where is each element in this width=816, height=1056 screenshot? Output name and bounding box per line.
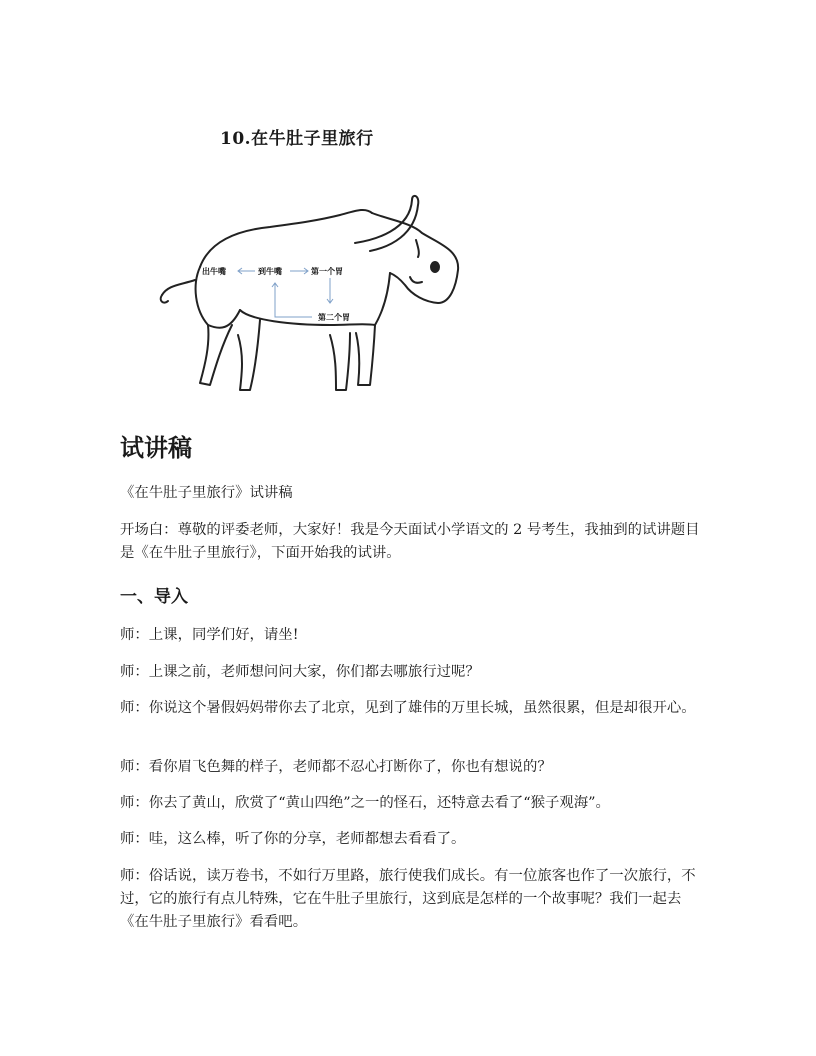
cow-digestion-diagram <box>150 185 470 405</box>
document-subtitle: 《在牛肚子里旅行》试讲稿 <box>120 485 293 501</box>
diagram-label-stomach-1: 第一个胃 <box>311 267 343 276</box>
diagram-label-out-mouth: 出牛嘴 <box>202 267 226 276</box>
section-heading-intro: 一、导入 <box>120 587 188 607</box>
paragraph-4: 师：看你眉飞色舞的样子，老师都不忍心打断你了，你也有想说的？ <box>120 759 552 775</box>
opening-paragraph: 开场白：尊敬的评委老师，大家好！我是今天面试小学语文的 2 号考生，我抽到的试讲题目是《在牛肚子里旅行》，下面开始我的试讲。 <box>120 522 700 561</box>
lesson-title: 10.在牛肚子里旅行 <box>220 129 374 149</box>
diagram-label-stomach-2: 第二个胃 <box>318 313 350 322</box>
paragraph-1: 师：上课，同学们好，请坐! <box>120 627 299 643</box>
diagram-label-to-mouth: 到牛嘴 <box>258 267 282 276</box>
paragraph-7: 师：俗话说，读万卷书，不如行万里路，旅行使我们成长。有一位旅客也作了一次旅行，不过，它的旅行有点儿特殊，它在牛肚子里旅行，这到底是怎样的一个故事呢？我们一起去《在牛肚子里旅行》看看吧。 <box>120 868 696 930</box>
paragraph-5: 师：你去了黄山，欣赏了“黄山四绝”之一的怪石，还特意去看了“猴子观海”。 <box>120 795 610 811</box>
paragraph-3: 师：你说这个暑假妈妈带你去了北京，见到了雄伟的万里长城，虽然很累，但是却很开心。 <box>120 700 696 716</box>
heading-trial-script: 试讲稿 <box>120 434 192 462</box>
paragraph-2: 师：上课之前，老师想问问大家，你们都去哪旅行过呢？ <box>120 664 480 680</box>
paragraph-6: 师：哇，这么棒，听了你的分享，老师都想去看看了。 <box>120 831 466 847</box>
